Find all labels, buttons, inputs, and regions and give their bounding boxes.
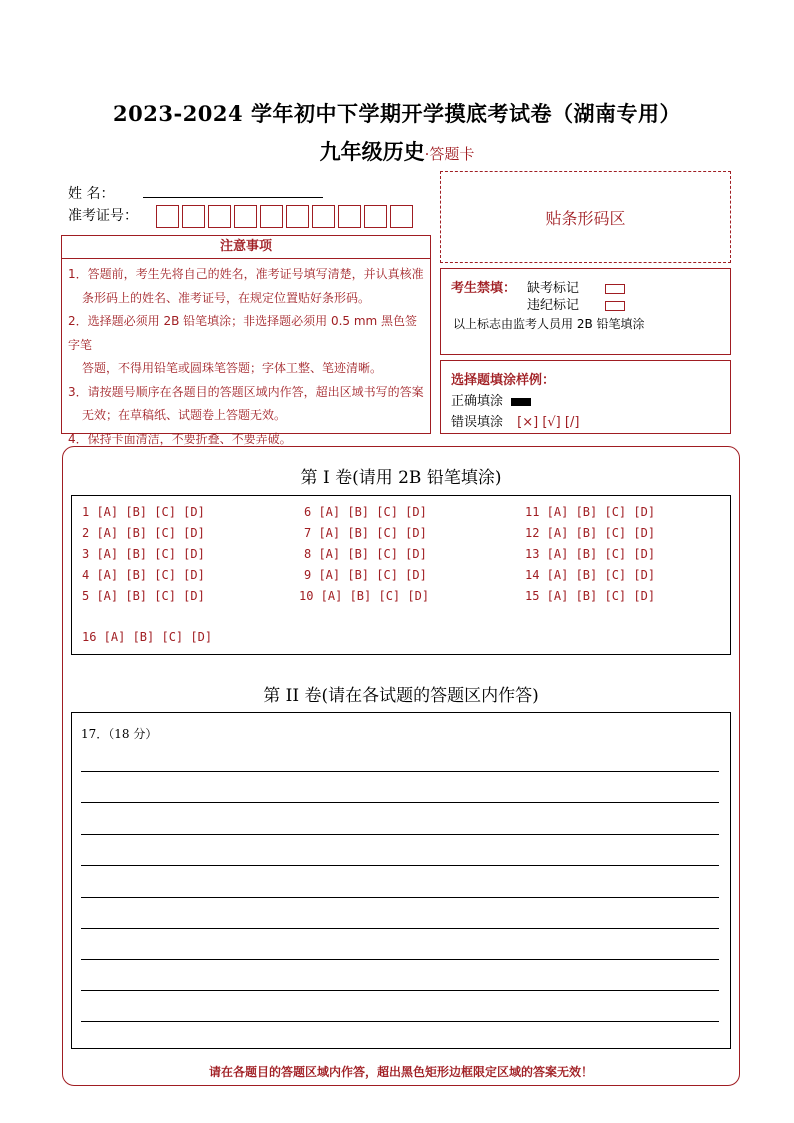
exam-title: 2023-2024 学年初中下学期开学摸底考试卷（湖南专用） <box>113 101 681 126</box>
notice-item: 答题，不得用铅笔或圆珠笔答题；字体工整、笔迹清晰。 <box>82 361 383 375</box>
notice-item: 3．请按题号顺序在各题目的答题区域内作答，超出区域书写的答案 <box>68 384 424 399</box>
wrong-fill-marks: [×] [√] [/] <box>517 415 580 430</box>
fill-sample-box <box>440 360 731 434</box>
id-digit-box[interactable] <box>156 205 179 228</box>
multiple-choice-box <box>71 495 731 655</box>
answer-line <box>81 897 719 898</box>
mc-question-row[interactable]: 4 [A] [B] [C] [D] <box>82 568 205 582</box>
essay-answer-box[interactable] <box>71 712 731 1049</box>
answer-line <box>81 802 719 803</box>
id-digit-box[interactable] <box>260 205 283 228</box>
notice-item: 条形码上的姓名、准考证号，在规定位置贴好条形码。 <box>82 290 371 305</box>
mc-question-row[interactable]: 3 [A] [B] [C] [D] <box>82 547 205 561</box>
notice-item: 1．答题前，考生先将自己的姓名，准考证号填写清楚，并认真核准 <box>68 267 424 281</box>
notice-heading: 注意事项 <box>61 235 431 259</box>
mc-question-row[interactable]: 10 [A] [B] [C] [D] <box>299 589 430 603</box>
violation-mark-row <box>527 294 625 313</box>
answer-line <box>81 771 719 772</box>
forbid-label: 考生禁填： <box>451 281 517 296</box>
barcode-label: 贴条形码区 <box>545 208 626 228</box>
mc-question-row[interactable]: 14 [A] [B] [C] [D] <box>525 568 656 582</box>
correct-fill-row <box>451 390 531 409</box>
answer-line <box>81 834 719 835</box>
id-digit-box[interactable] <box>208 205 231 228</box>
notice-item: 4．保持卡面清洁，不要折叠、不要弄破。 <box>68 431 292 446</box>
id-digit-box[interactable] <box>390 205 413 228</box>
id-digit-box[interactable] <box>182 205 205 228</box>
answer-card-label: ·答题卡 <box>424 145 475 163</box>
mc-question-row[interactable]: 1 [A] [B] [C] [D] <box>82 505 205 519</box>
mc-question-row[interactable]: 7 [A] [B] [C] [D] <box>304 526 427 540</box>
mc-question-row[interactable]: 15 [A] [B] [C] [D] <box>525 589 656 603</box>
absent-mark-label: 缺考标记 <box>527 281 580 296</box>
answer-line <box>81 959 719 960</box>
notice-item: 无效；在草稿纸、试题卷上答题无效。 <box>82 408 287 422</box>
id-label: 准考证号： <box>68 208 138 224</box>
mc-question-row[interactable]: 6 [A] [B] [C] [D] <box>304 505 427 519</box>
mc-question-row[interactable]: 12 [A] [B] [C] [D] <box>525 526 656 540</box>
mc-question-row[interactable]: 13 [A] [B] [C] [D] <box>525 547 656 561</box>
answer-line <box>81 865 719 866</box>
question-17-label: 17．（18 分） <box>81 727 158 741</box>
notice-item: 2．选择题必须用 2B 铅笔填涂；非选择题必须用 0.5 mm 黑色签字笔 <box>68 314 418 352</box>
wrong-fill-row <box>451 411 579 430</box>
sample-title: 选择题填涂样例： <box>451 373 556 388</box>
mc-question-row[interactable]: 8 [A] [B] [C] [D] <box>304 547 427 561</box>
violation-mark-label: 违纪标记 <box>527 298 580 313</box>
id-number-boxes[interactable] <box>156 205 416 228</box>
answer-line <box>81 990 719 991</box>
correct-fill-label: 正确填涂 <box>451 394 504 409</box>
section1-title: 第 I 卷(请用 2B 铅笔填涂) <box>300 468 502 488</box>
mc-question-row[interactable]: 16 [A] [B] [C] [D] <box>82 630 213 644</box>
id-digit-box[interactable] <box>312 205 335 228</box>
name-label: 姓 名： <box>68 186 115 202</box>
filled-mark-icon <box>511 398 531 406</box>
mc-question-row[interactable]: 9 [A] [B] [C] [D] <box>304 568 427 582</box>
barcode-area <box>440 171 731 263</box>
answer-line <box>81 1021 719 1022</box>
mc-question-row[interactable]: 11 [A] [B] [C] [D] <box>525 505 656 519</box>
footer-warning: 请在各题目的答题区域内作答，超出黑色矩形边框限定区域的答案无效！ <box>208 1065 593 1079</box>
absent-mark-box[interactable] <box>605 284 625 294</box>
notice-box <box>61 258 431 446</box>
id-digit-box[interactable] <box>234 205 257 228</box>
wrong-fill-label: 错误填涂 <box>451 415 504 430</box>
id-digit-box[interactable] <box>364 205 387 228</box>
mc-question-row[interactable]: 2 [A] [B] [C] [D] <box>82 526 205 540</box>
id-digit-box[interactable] <box>338 205 361 228</box>
exam-subtitle <box>0 136 794 166</box>
mc-question-row[interactable]: 5 [A] [B] [C] [D] <box>82 589 205 603</box>
forbid-note: 以上标志由监考人员用 2B 铅笔填涂 <box>453 317 645 331</box>
proctor-only-box <box>440 268 731 355</box>
subject-title: 九年级历史 <box>319 139 425 164</box>
answer-line <box>81 928 719 929</box>
id-digit-box[interactable] <box>286 205 309 228</box>
section2-title: 第 II 卷(请在各试题的答题区内作答) <box>263 686 539 706</box>
violation-mark-box[interactable] <box>605 301 625 311</box>
name-field[interactable] <box>143 197 323 198</box>
